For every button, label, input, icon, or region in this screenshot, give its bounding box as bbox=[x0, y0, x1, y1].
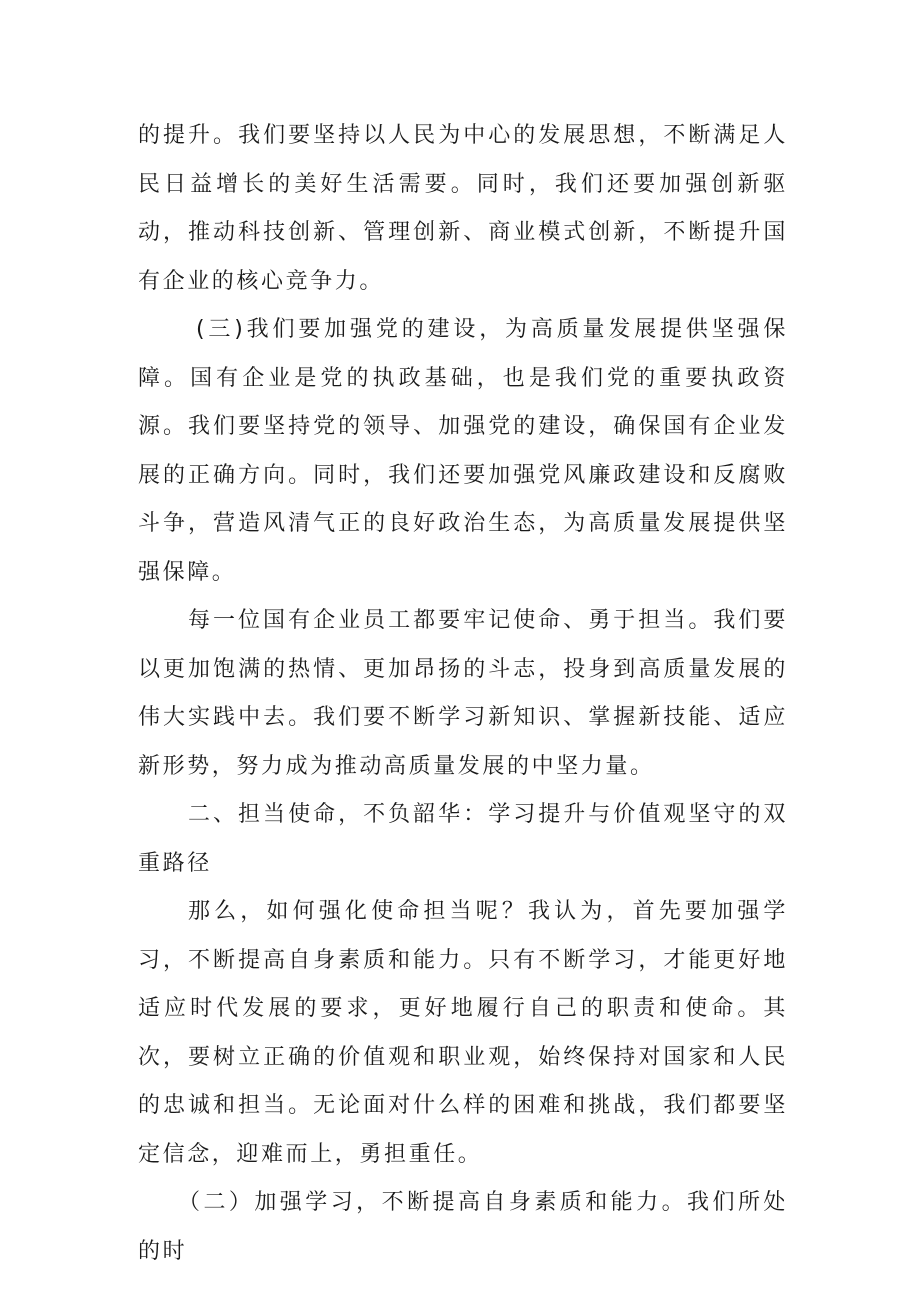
section-heading-two: 二、担当使命，不负韶华：学习提升与价值观坚守的双重路径 bbox=[138, 802, 788, 876]
paragraph-how-to-strengthen: 那么，如何强化使命担当呢？我认为，首先要加强学习，不断提高自身素质和能力。只有不断学习，才能更好地适应时代发展的要求，更好地履行自己的职责和使命。其次，要树立正确的价值观和职业观，始终保持对国家和人民的忠诚和担当。无论面对什么样的困难和挑战，我们都要坚定信念，迎难而上，勇担重任。 bbox=[138, 899, 788, 1167]
document-body bbox=[138, 112, 788, 1276]
paragraph-employee-mission: 每一位国有企业员工都要牢记使命、勇于担当。我们要以更加饱满的热情、更加昂扬的斗志，投身到高质量发展的伟大实践中去。我们要不断学习新知识、掌握新技能、适应新形势，努力成为推动高质量发展的中坚力量。 bbox=[138, 608, 788, 779]
paragraph-continuation: 的提升。我们要坚持以人民为中心的发展思想，不断满足人民日益增长的美好生活需要。同时，我们还要加强创新驱动，推动科技创新、管理创新、商业模式创新，不断提升国有企业的核心竞争力。 bbox=[138, 123, 788, 294]
paragraph-party-building: (三)我们要加强党的建设，为高质量发展提供坚强保障。国有企业是党的执政基础，也是我们党的重要执政资源。我们要坚持党的领导、加强党的建设，确保国有企业发展的正确方向。同时，我们还要加强党风廉政建设和反腐败斗争，营造风清气正的良好政治生态，为高质量发展提供坚强保障。 bbox=[138, 317, 788, 585]
paragraph-study-improve: （二）加强学习，不断提高自身素质和能力。我们所处的时 bbox=[138, 1190, 788, 1264]
